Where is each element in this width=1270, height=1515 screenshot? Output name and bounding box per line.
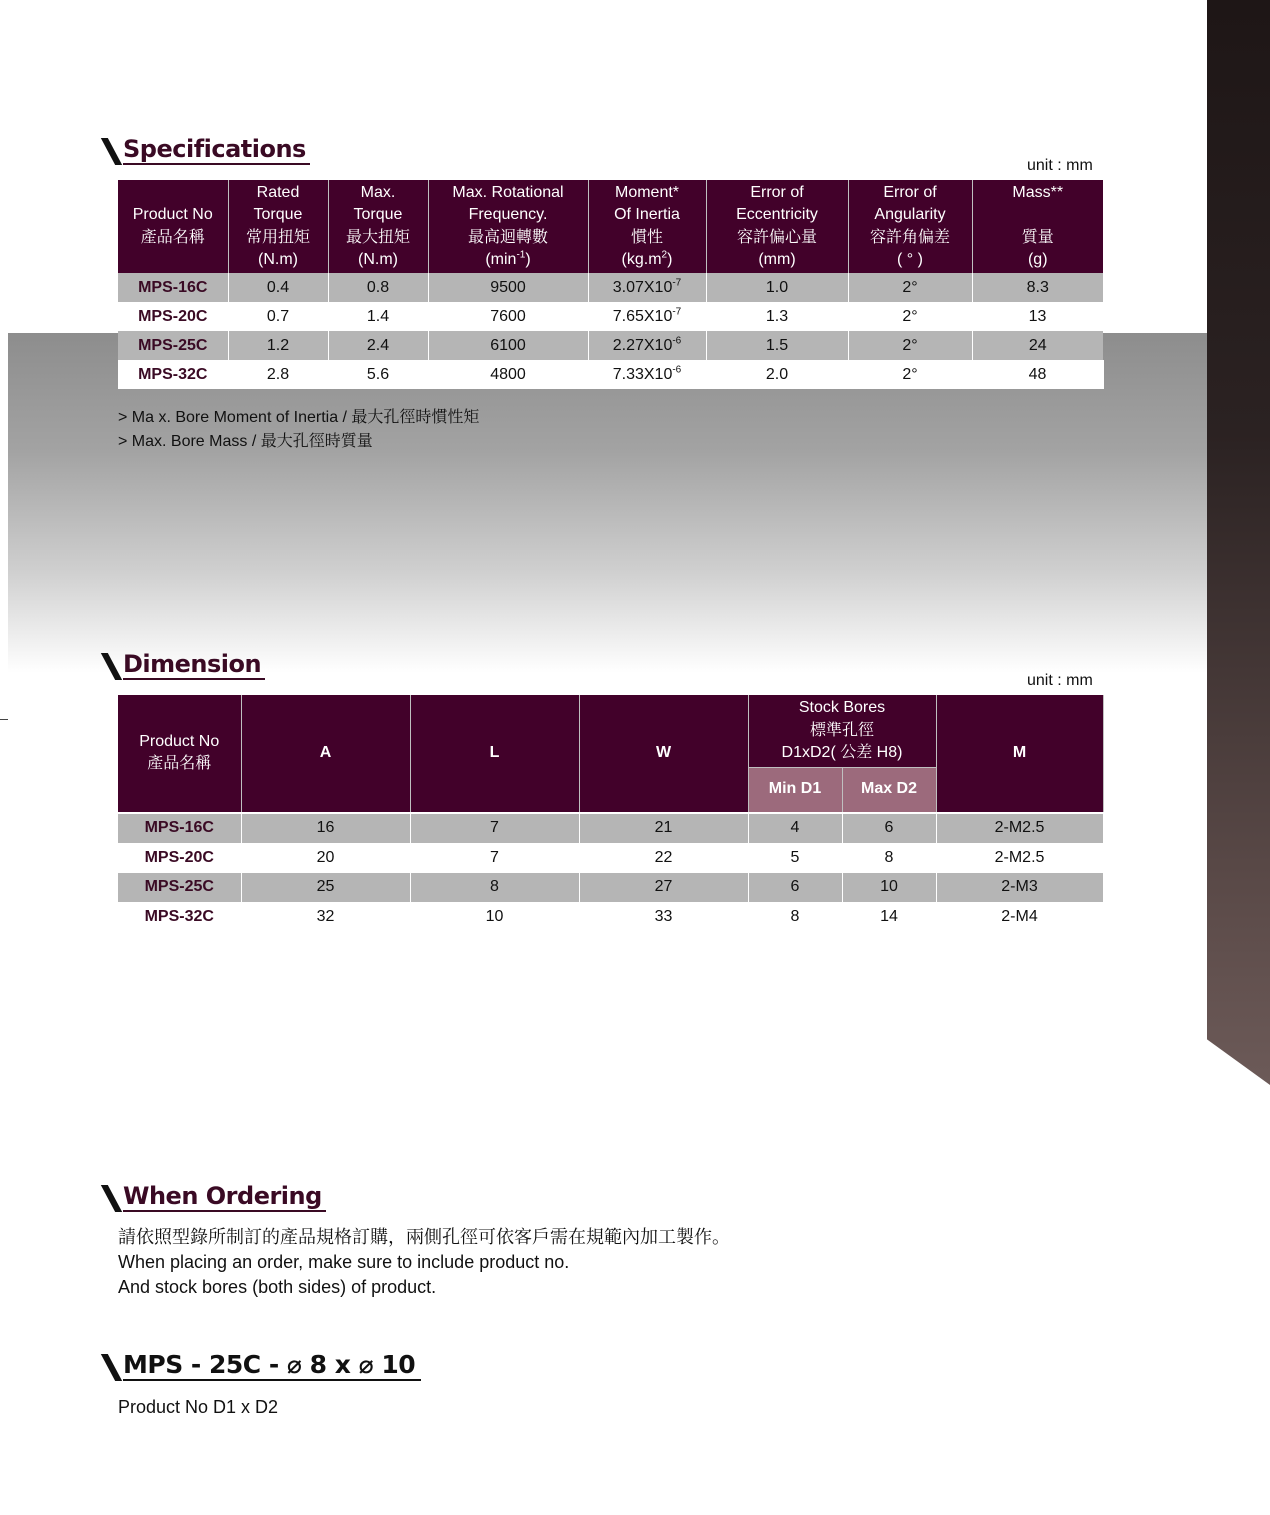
product-no-cell: MPS-25C — [118, 873, 241, 903]
dim-cell: 2-M3 — [936, 873, 1103, 903]
dim-cell: 8 — [842, 843, 936, 873]
specifications-table — [118, 180, 1104, 389]
dim-cell: 5 — [748, 843, 842, 873]
spec-cell: 2° — [848, 360, 972, 389]
spec-header-max-torque: Max. Torque 最大扭矩 (N.m) — [328, 180, 428, 273]
spec-header-angularity: Error of Angularity 容許角偏差 ( ° ) — [848, 180, 972, 273]
heading-slash-icon — [101, 138, 122, 165]
spec-cell: 2.0 — [706, 360, 848, 389]
dim-cell: 2-M2.5 — [936, 843, 1103, 873]
dim-cell: 27 — [579, 873, 748, 903]
spec-cell: 8.3 — [972, 273, 1103, 302]
table-row — [118, 331, 1103, 360]
spec-cell: 2° — [848, 273, 972, 302]
table-row — [118, 813, 1103, 844]
spec-cell: 5.6 — [328, 360, 428, 389]
order-code: MPS - 25C - ⌀ 8 x ⌀ 10 — [123, 1352, 421, 1381]
order-code-caption: Product No D1 x D2 — [118, 1397, 279, 1417]
ordering-line-zh: 請依照型錄所制訂的產品規格訂購，兩側孔徑可依客戶需在規範內加工製作。 — [118, 1227, 730, 1247]
spec-cell: 24 — [972, 331, 1103, 360]
dim-cell: 14 — [842, 902, 936, 932]
dim-cell: 4 — [748, 813, 842, 844]
spec-cell: 1.4 — [328, 302, 428, 331]
spec-cell: $7.33X10^{-6}$ — [588, 360, 706, 389]
product-no-cell: MPS-16C — [118, 273, 228, 302]
dim-cell: 32 — [241, 902, 410, 932]
spec-cell: 2° — [848, 302, 972, 331]
spec-cell: 48 — [972, 360, 1103, 389]
dim-cell: 33 — [579, 902, 748, 932]
order-code-heading — [104, 1352, 421, 1381]
spec-cell: 0.7 — [228, 302, 328, 331]
dimension-table — [118, 695, 1104, 932]
ordering-line-2: And stock bores (both sides) of product. — [118, 1277, 437, 1297]
product-no-cell: MPS-25C — [118, 331, 228, 360]
spec-cell: 13 — [972, 302, 1103, 331]
specifications-title: Specifications — [123, 136, 310, 165]
spec-cell: 2.4 — [328, 331, 428, 360]
dim-cell: 7 — [410, 843, 579, 873]
dim-cell: 10 — [842, 873, 936, 903]
product-no-cell: MPS-20C — [118, 843, 241, 873]
spec-cell: $3.07X10^{-7}$ — [588, 273, 706, 302]
product-no-cell: MPS-16C — [118, 813, 241, 844]
spec-cell: 4800 — [428, 360, 588, 389]
table-row — [118, 360, 1103, 389]
spec-cell: 0.4 — [228, 273, 328, 302]
dim-header-product-no: Product No 產品名稱 — [118, 695, 241, 813]
dim-header-m: M — [936, 695, 1103, 813]
spec-header-moment-of-inertia: Moment* Of Inertia 慣性 $(kg.m^2)$ — [588, 180, 706, 273]
spec-cell: 1.2 — [228, 331, 328, 360]
product-no-cell: MPS-20C — [118, 302, 228, 331]
dim-header-min-d1: Min D1 — [748, 767, 842, 813]
spec-cell: 1.3 — [706, 302, 848, 331]
spec-cell: $2.27X10^{-6}$ — [588, 331, 706, 360]
spec-cell: 7600 — [428, 302, 588, 331]
dimension-title: Dimension — [123, 651, 265, 680]
product-no-cell: MPS-32C — [118, 902, 241, 932]
dim-cell: 8 — [748, 902, 842, 932]
heading-slash-icon — [101, 1185, 122, 1212]
sup-text: $(kg.m^2)$ — [621, 249, 673, 268]
spec-cell: 9500 — [428, 273, 588, 302]
product-no-cell: MPS-32C — [118, 360, 228, 389]
dim-unit-label: unit : mm — [1027, 672, 1093, 689]
dim-cell: 22 — [579, 843, 748, 873]
dim-cell: 8 — [410, 873, 579, 903]
spec-cell: 6100 — [428, 331, 588, 360]
dim-cell: 2-M2.5 — [936, 813, 1103, 844]
spec-header-mass: Mass** 質量 (g) — [972, 180, 1103, 273]
dim-header-a: A — [241, 695, 410, 813]
sup-text: $(\min^{-1})$ — [485, 249, 531, 268]
heading-slash-icon — [101, 1354, 122, 1381]
dim-header-w: W — [579, 695, 748, 813]
spec-cell: 2° — [848, 331, 972, 360]
spec-header-rated-torque: Rated Torque 常用扭矩 (N.m) — [228, 180, 328, 273]
left-tick-mark — [0, 719, 8, 720]
dimension-heading — [104, 651, 265, 680]
spec-cell: $7.65X10^{-7}$ — [588, 302, 706, 331]
spec-cell: 0.8 — [328, 273, 428, 302]
dim-cell: 7 — [410, 813, 579, 844]
dim-header-max-d2: Max D2 — [842, 767, 936, 813]
dim-cell: 16 — [241, 813, 410, 844]
table-row — [118, 302, 1103, 331]
spec-cell: 2.8 — [228, 360, 328, 389]
table-row — [118, 902, 1103, 932]
dim-cell: 21 — [579, 813, 748, 844]
side-decor-bar — [1207, 0, 1270, 1085]
specifications-heading — [104, 136, 310, 165]
dim-cell: 6 — [748, 873, 842, 903]
spec-note-inertia: > Ma x. Bore Moment of Inertia / 最大孔徑時慣性矩 — [118, 409, 480, 426]
spec-header-max-frequency: Max. Rotational Frequency. 最高迴轉數 $(\min^{-1})$ — [428, 180, 588, 273]
table-row — [118, 273, 1103, 302]
spec-note-mass: > Max. Bore Mass / 最大孔徑時質量 — [118, 433, 373, 450]
ordering-heading — [104, 1183, 326, 1212]
dim-cell: 2-M4 — [936, 902, 1103, 932]
table-row — [118, 873, 1103, 903]
dim-header-stock-bores: Stock Bores 標準孔徑 D1xD2( 公差 H8) — [748, 695, 936, 767]
dim-cell: 10 — [410, 902, 579, 932]
dim-cell: 25 — [241, 873, 410, 903]
spec-cell: 1.5 — [706, 331, 848, 360]
spec-cell: 1.0 — [706, 273, 848, 302]
heading-slash-icon — [101, 653, 122, 680]
ordering-line-1: When placing an order, make sure to include product no. — [118, 1252, 570, 1272]
spec-header-eccentricity: Error of Eccentricity 容許偏心量 (mm) — [706, 180, 848, 273]
table-row — [118, 843, 1103, 873]
spec-header-product-no: Product No 產品名稱 — [118, 180, 228, 273]
dim-cell: 6 — [842, 813, 936, 844]
dim-header-l: L — [410, 695, 579, 813]
ordering-title: When Ordering — [123, 1183, 326, 1212]
spec-unit-label: unit : mm — [1027, 157, 1093, 174]
dim-cell: 20 — [241, 843, 410, 873]
